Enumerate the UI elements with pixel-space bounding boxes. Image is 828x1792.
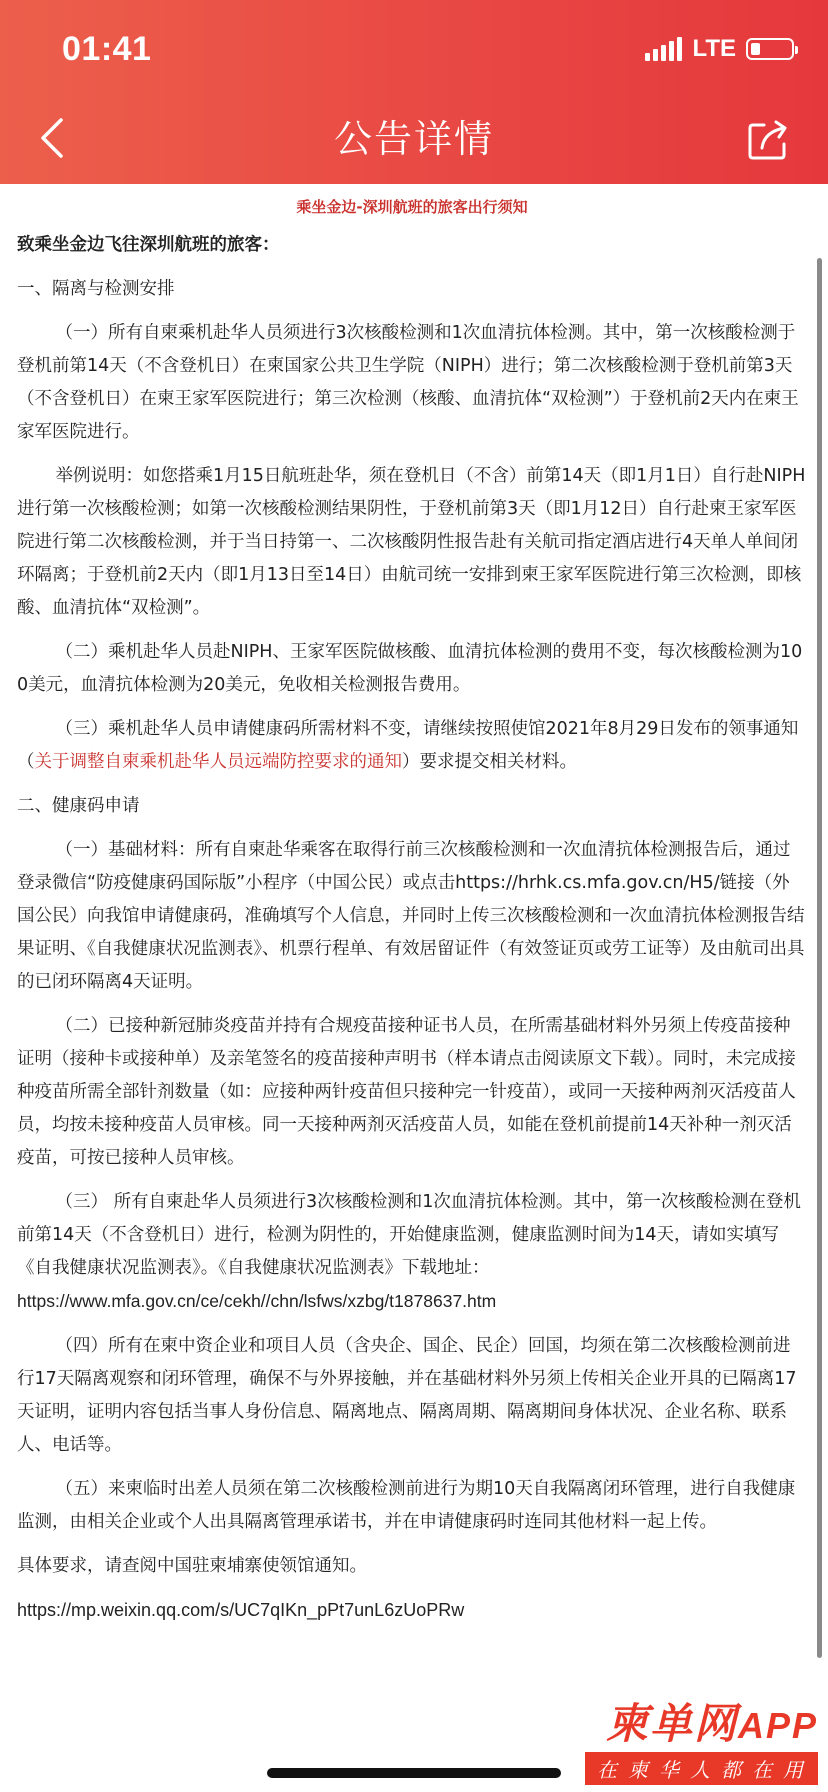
greeting: 致乘坐金边飞往深圳航班的旅客： [17, 235, 280, 255]
paragraph-business-travel: （五）来柬临时出差人员须在第二次核酸检测前进行为期10天自我隔离闭环管理，进行自我健康监测，由相关企业或个人出具隔离管理承诺书，并在申请健康码时连同其他材料一起上传。 [17, 1479, 796, 1532]
monitoring-form-url: https://www.mfa.gov.cn/ce/cekh//chn/lsfws/xzbg/t1878637.htm [17, 1291, 497, 1311]
battery-icon [746, 38, 794, 60]
section-heading-quarantine: 一、隔离与检测安排 [17, 279, 175, 299]
article-title: 乘坐金边-深圳航班的旅客出行须知 [296, 198, 528, 216]
watermark-suffix: APP [737, 1705, 818, 1746]
status-indicators [645, 34, 794, 64]
home-indicator[interactable] [267, 1768, 561, 1778]
paragraph-vaccination: （二）已接种新冠肺炎疫苗并持有合规疫苗接种证书人员，在所需基础材料外另须上传疫苗接种证明（接种卡或接种单）及亲笔签名的疫苗接种声明书（样本请点击阅读原文下载）。同时，未完成接种疫苗所需全部针剂数量（如：应接种两针疫苗但只接种完一针疫苗），或同一天接种两剂灭活疫苗人员，均按未接种疫苗人员审核。同一天接种两剂灭活疫苗人员，如能在登机前提前14天补种一剂灭活疫苗，可按已接种人员审核。 [17, 1016, 796, 1168]
materials-text-start: （三）乘机赴华人员申请健康码所需材料不变，请继续按照使馆2021年8月29日发布的领事通知（ [17, 719, 799, 772]
paragraph-testing: （一）所有自柬乘机赴华人员须进行3次核酸检测和1次血清抗体检测。其中，第一次核酸检测于登机前第14天（不含登机日）在柬国家公共卫生学院（NIPH）进行；第二次核酸检测于登机前第3天（不含登机日）在柬王家军医院进行；第三次检测（核酸、血清抗体“双检测”）于登机前2天内在柬王家军医院进行。 [17, 323, 799, 442]
notice-link[interactable]: 关于调整自柬乘机赴华人员远端防控要求的通知 [34, 752, 402, 772]
header-bar [0, 0, 828, 184]
paragraph-fees: （二）乘机赴华人员赴NIPH、王家军医院做核酸、血清抗体检测的费用不变，每次核酸检测为100美元，血清抗体检测为20美元，免收相关检测报告费用。 [17, 642, 803, 695]
watermark-slogan: 在柬华人都在用 [585, 1752, 818, 1785]
paragraph-basic-materials: （一）基础材料：所有自柬赴华乘客在取得行前三次核酸检测和一次血清抗体检测报告后，通过登录微信“防疫健康码国际版”小程序（中国公民）或点击https://hrhk.cs.mfa.gov.cn/H5/链接（外国公民）向我馆申请健康码，准确填写个人信息，并同时上传三次核酸检测和一次血清抗体检测报告结果证明、《自我健康状况监测表》、机票行程单、有效居留证件（有效签证页或劳工证等）及由航司出具的已闭环隔离4天证明。 [17, 840, 805, 992]
section-heading-health-code: 二、健康码申请 [17, 796, 140, 816]
network-type: LTE [692, 35, 736, 62]
signal-icon [645, 37, 682, 61]
materials-text-end: ）要求提交相关材料。 [402, 752, 577, 772]
brand-watermark [558, 1700, 818, 1785]
page-title: 公告详情 [333, 117, 494, 161]
article-content [17, 186, 807, 1638]
watermark-brand: 柬单网 [605, 1699, 738, 1748]
monitoring-text: （三） 所有自柬赴华人员须进行3次核酸检测和1次血清抗体检测。其中，第一次核酸检测在登机前第14天（不含登机日）进行，检测为阴性的，开始健康监测，健康监测时间为14天，请如实填写《自我健康状况监测表》。《自我健康状况监测表》下载地址： [17, 1192, 801, 1278]
status-time: 01:41 [62, 30, 152, 68]
paragraph-monitoring [17, 1186, 807, 1319]
closing-note: 具体要求，请查阅中国驻柬埔寨使领馆通知。 [17, 1556, 367, 1576]
scrollbar[interactable] [817, 258, 822, 1658]
source-url: https://mp.weixin.qq.com/s/UC7qIKn_pPt7unL6zUoPRw [17, 1600, 465, 1620]
share-icon [744, 116, 792, 164]
paragraph-example: 举例说明：如您搭乘1月15日航班赴华，须在登机日（不含）前第14天（即1月1日）自行赴NIPH进行第一次核酸检测；如第一次核酸检测结果阴性，于登机前第3天（即1月12日）自行赴柬王家军医院进行第二次核酸检测，并于当日持第一、二次核酸阴性报告赴有关航司指定酒店进行4天单人单间闭环隔离；于登机前2天内（即1月13日至14日）由航司统一安排到柬王家军医院进行第三次检测，即核酸、血清抗体“双检测”。 [17, 466, 806, 618]
paragraph-materials [17, 713, 807, 779]
share-button[interactable] [744, 116, 792, 164]
paragraph-enterprise: （四）所有在柬中资企业和项目人员（含央企、国企、民企）回国，均须在第二次核酸检测前进行17天隔离观察和闭环管理，确保不与外界接触，并在基础材料外另须上传相关企业开具的已隔离17天证明，证明内容包括当事人身份信息、隔离地点、隔离周期、隔离期间身体状况、企业名称、联系人、电话等。 [17, 1336, 797, 1455]
